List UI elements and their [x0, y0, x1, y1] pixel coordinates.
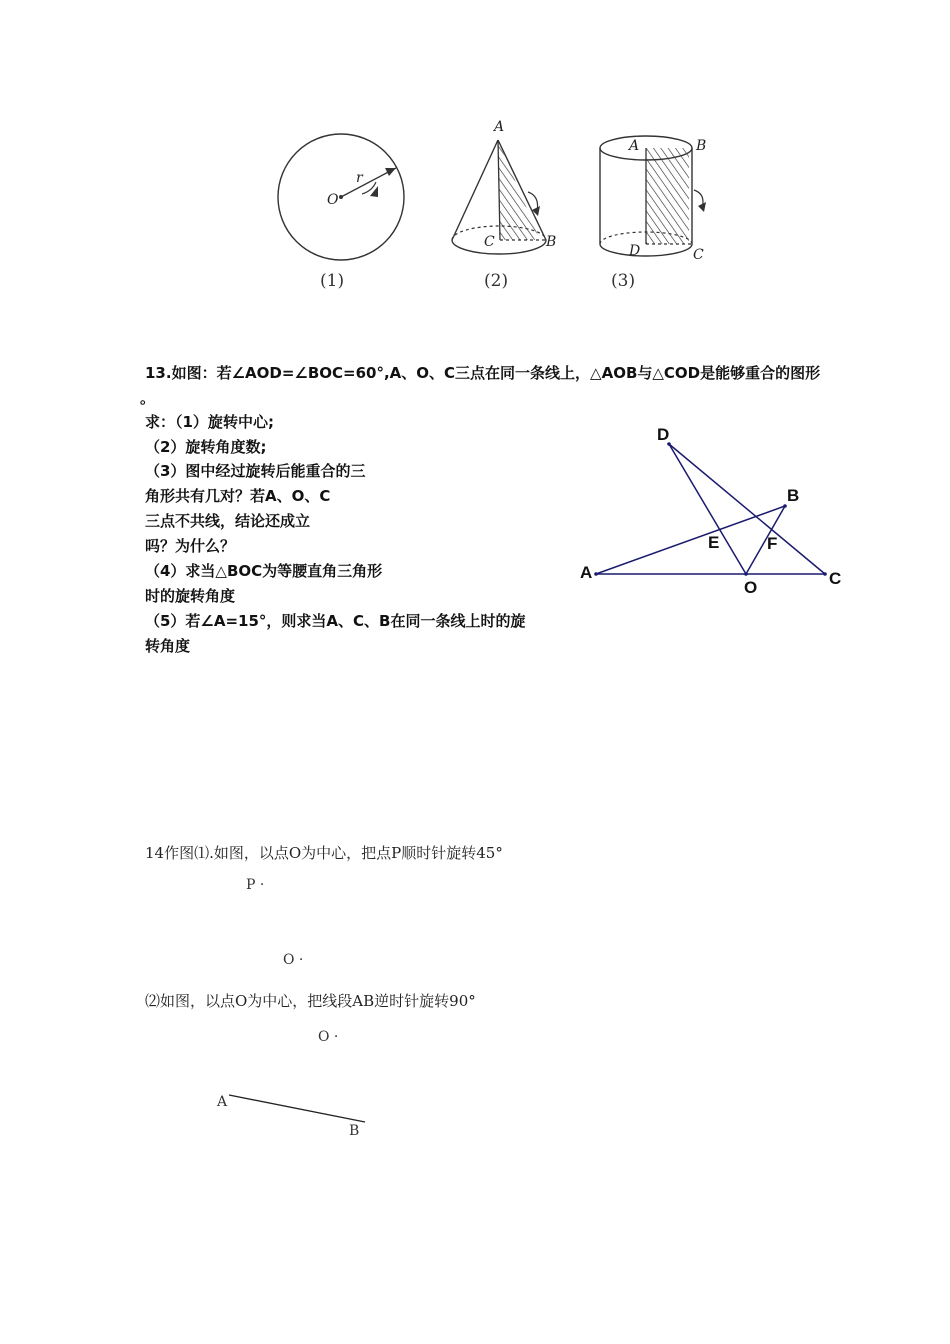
q14-part2: ⑵如图，以点O为中心，把线段AB逆时针旋转90° [145, 992, 476, 1010]
q13-line2: 求：（1）旋转中心; [145, 413, 274, 431]
q13-point-o: O [744, 578, 758, 597]
fig3-d-label: D [629, 243, 641, 259]
q13-line3: （2）旋转角度数; [145, 438, 267, 456]
fig2-base-point-label: B [546, 234, 557, 250]
q13-point-d: D [657, 425, 670, 444]
q13-line1: 13.如图：若∠AOD=∠BOC=60°,A、O、C三点在同一条线上，△AOB与△COD是能够重合的图形 [145, 364, 821, 382]
q14-point-o2: O · [318, 1029, 339, 1045]
q13-point-b: B [787, 486, 800, 505]
q14-point-o1: O · [283, 952, 304, 968]
q13-point-f: F [767, 534, 778, 553]
q13-point-e: E [708, 533, 720, 552]
q13-line10: （5）若∠A=15°，则求当A、C、B在同一条线上时的旋 [145, 612, 526, 630]
q14-point-p: P · [246, 877, 265, 893]
q13-line8: （4）求当△BOC为等腰直角三角形 [145, 562, 383, 580]
fig2-caption: (2) [484, 271, 509, 291]
q14-part1: 14作图⑴.如图，以点O为中心，把点P顺时针旋转45° [145, 844, 503, 862]
fig1-center-label: O [327, 192, 339, 208]
fig2-apex-label: A [494, 119, 505, 135]
fig3-c-label: C [693, 247, 704, 263]
q13-point-c: C [829, 569, 842, 588]
q13-line4: （3）图中经过旋转后能重合的三 [145, 462, 366, 480]
fig3-b-label: B [696, 138, 707, 154]
q14-point-b: B [349, 1123, 360, 1139]
q13-line9: 时的旋转角度 [145, 587, 236, 605]
fig2-base-center-label: C [484, 234, 495, 250]
q13-line5: 角形共有几对？若A、O、C [145, 487, 331, 505]
q13-line6: 三点不共线，结论还成立 [145, 512, 311, 530]
fig1-caption: (1) [320, 271, 345, 291]
fig3-a-label: A [629, 138, 640, 154]
fig1-radius-label: r [356, 170, 363, 186]
q14-point-a: A [217, 1094, 228, 1110]
q13-line1-cont: 。 [140, 389, 156, 407]
q13-line7: 吗？为什么？ [145, 537, 236, 555]
q13-line11: 转角度 [145, 637, 191, 655]
q13-point-a: A [580, 563, 593, 582]
fig3-caption: (3) [611, 271, 636, 291]
